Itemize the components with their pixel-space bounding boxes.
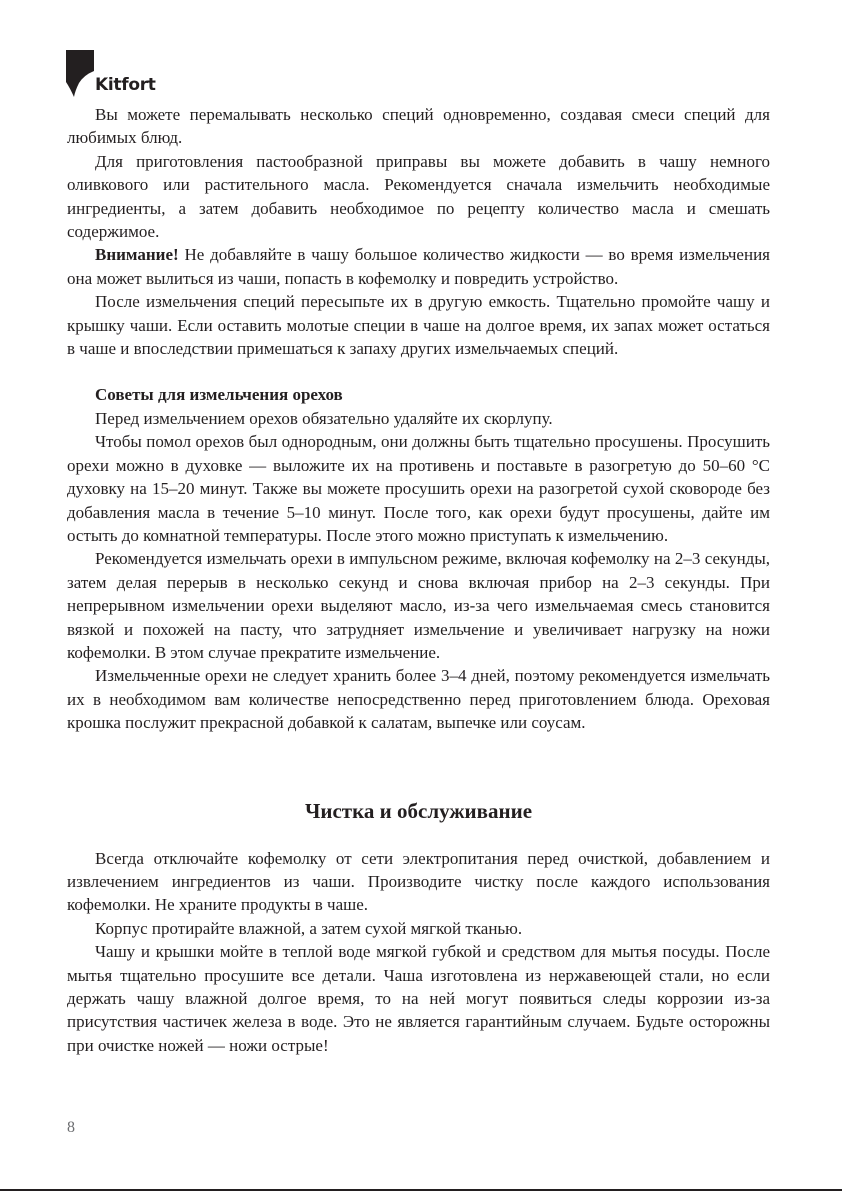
paragraph-mix-spices: Вы можете перемалывать несколько специй одновременно, создавая смеси специй для любимых блюд. — [67, 105, 770, 148]
paragraph-cleaning-bowl: Чашу и крышки мойте в теплой воде мягкой губкой и средством для мытья посуды. После мытья тщательно просушите все детали. Чаша изготовлена из нержавеющей стали, но если держать чашу влажной долгое время, то на ней могут появиться следы коррозии из-за присутствия частичек железа в воде. Это не является гарантийным случаем. Будьте осторожны при очистке ножей — ножи острые! — [67, 942, 770, 1055]
paragraph-paste-seasoning: Для приготовления пастообразной приправы вы можете добавить в чашу немного оливкового или растительного масла. Рекомендуется сначала измельчить необходимые ингредиенты, а затем добавить необходимое по рецепту количество масла и смешать содержимое. — [67, 151, 770, 242]
kitfort-logo-icon — [66, 50, 94, 98]
paragraph-cleaning-body: Корпус протирайте влажной, а затем сухой мягкой тканью. — [95, 918, 523, 938]
warning-label: Внимание! — [95, 245, 179, 265]
page-number: 8 — [67, 1119, 75, 1136]
nuts-heading: Советы для измельчения орехов — [95, 385, 343, 405]
paragraph-cleaning-unplug: Всегда отключайте кофемолку от сети электропитания перед очисткой, добавлением и извлечением ингредиентов из чаши. Производите чистку после каждого использования кофемолки. Не храните продукты в чаше. — [67, 848, 770, 915]
warning-text: Не добавляйте в чашу большое количество жидкости — во время измельчения она может вылиться из чаши, попасть в кофемолку и повредить устройство. — [67, 245, 770, 288]
paragraph-nuts-storage: Измельченные орехи не следует хранить более 3–4 дней, поэтому рекомендуется измельчать их в необходимом вам количестве непосредственно перед приготовлением блюда. Ореховая крошка послужит прекрасной добавкой к салатам, выпечке или соусам. — [67, 666, 770, 733]
paragraph-after-grinding: После измельчения специй пересыпьте их в другую емкость. Тщательно промойте чашу и крышку чаши. Если оставить молотые специи в чаше на долгое время, их запах может остаться в чаше и впоследствии примешаться к запаху других измельчаемых специй. — [67, 292, 770, 359]
paragraph-warning — [67, 243, 770, 290]
page-content — [67, 103, 770, 1057]
brand-name: Kitfort — [95, 75, 156, 95]
brand-logo — [66, 50, 186, 98]
paragraph-nuts-shell: Перед измельчением орехов обязательно удаляйте их скорлупу. — [95, 408, 553, 428]
paragraph-nuts-drying: Чтобы помол орехов был однородным, они должны быть тщательно просушены. Просушить орехи можно в духовке — выложите их на противень и поставьте в разогретую до 50–60 °С духовку на 15–20 минут. Также вы можете просушить орехи на разогретой сухой сковороде без добавления масла в течение 5–10 минут. После того, как орехи будут просушены, дайте им остыть до комнатной температуры. После этого можно приступать к измельчению. — [67, 432, 770, 545]
paragraph-nuts-pulse: Рекомендуется измельчать орехи в импульсном режиме, включая кофемолку на 2–3 секунды, затем делая перерыв в несколько секунд и снова включая прибор на 2–3 секунды. При непрерывном измельчении орехи выделяют масло, из-за чего измельчаемая смесь становится вязкой и похожей на пасту, что затрудняет измельчение и увеличивает нагрузку на ножи кофемолки. В этом случае прекратите измельчение. — [67, 549, 770, 662]
section-title-cleaning: Чистка и обслуживание — [304, 798, 533, 823]
